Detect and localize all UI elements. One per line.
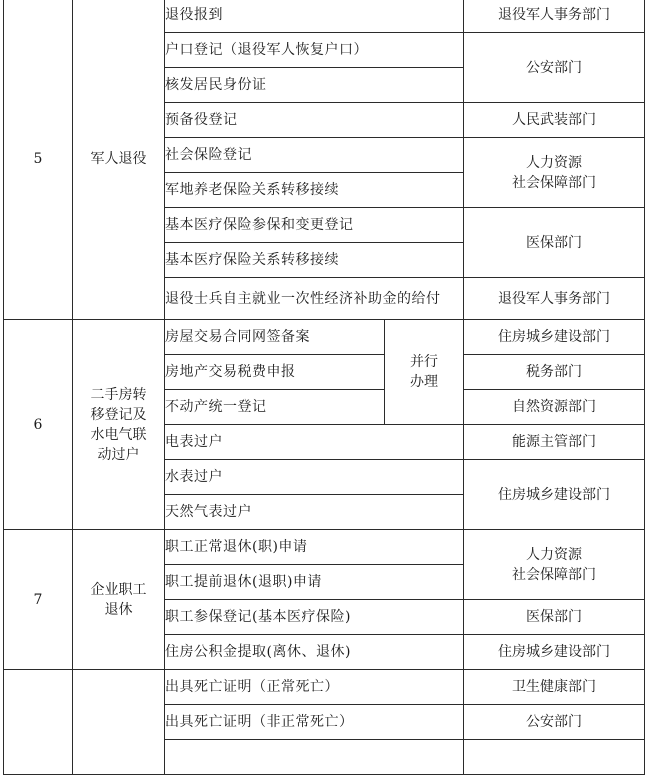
item-cell: 军地养老保险关系转移接续 bbox=[165, 173, 464, 208]
department-cell: 公安部门 bbox=[464, 33, 645, 103]
department-cell: 住房城乡建设部门 bbox=[464, 460, 645, 530]
item-cell: 不动产统一登记 bbox=[165, 390, 385, 425]
section-name bbox=[73, 670, 165, 775]
department-cell: 医保部门 bbox=[464, 208, 645, 278]
department-cell: 住房城乡建设部门 bbox=[464, 320, 645, 355]
parallel-label-line: 并行 bbox=[410, 354, 438, 370]
item-cell: 天然气表过户 bbox=[165, 495, 464, 530]
item-cell: 基本医疗保险参保和变更登记 bbox=[165, 208, 464, 243]
section-number: 7 bbox=[4, 530, 73, 670]
section-name-line: 移登记及 bbox=[90, 406, 147, 423]
section-name-line: 退休 bbox=[104, 601, 133, 618]
item-cell: 社会保险登记 bbox=[165, 138, 464, 173]
section-name bbox=[73, 530, 165, 670]
table-row bbox=[4, 670, 645, 705]
item-cell: 出具死亡证明（正常死亡） bbox=[165, 670, 464, 705]
item-cell: 基本医疗保险关系转移接续 bbox=[165, 243, 464, 278]
item-cell: 水表过户 bbox=[165, 460, 464, 495]
section-name-line: 二手房转 bbox=[90, 386, 147, 403]
department-cell bbox=[464, 138, 645, 208]
item-cell: 退役士兵自主就业一次性经济补助金的给付 bbox=[165, 278, 464, 320]
item-cell: 住房公积金提取(离休、退休) bbox=[165, 635, 464, 670]
section-number: 5 bbox=[4, 0, 73, 320]
table-row bbox=[4, 320, 645, 355]
section-number: 6 bbox=[4, 320, 73, 530]
item-cell bbox=[165, 740, 464, 775]
department-cell: 人民武装部门 bbox=[464, 103, 645, 138]
department-cell: 自然资源部门 bbox=[464, 390, 645, 425]
section-name-line: 企业职工 bbox=[90, 581, 147, 598]
department-cell: 退役军人事务部门 bbox=[464, 278, 645, 320]
department-cell: 卫生健康部门 bbox=[464, 670, 645, 705]
item-cell: 核发居民身份证 bbox=[165, 68, 464, 103]
section-name-line: 水电气联 bbox=[90, 426, 147, 443]
department-line: 社会保障部门 bbox=[512, 174, 596, 191]
department-line: 人力资源 bbox=[526, 154, 582, 171]
department-line: 社会保障部门 bbox=[512, 566, 596, 583]
table-row bbox=[4, 0, 645, 33]
item-cell: 户口登记（退役军人恢复户口） bbox=[165, 33, 464, 68]
department-cell bbox=[464, 530, 645, 600]
table-row bbox=[4, 530, 645, 565]
department-cell: 住房城乡建设部门 bbox=[464, 635, 645, 670]
item-cell: 职工提前退休(退职)申请 bbox=[165, 565, 464, 600]
section-name: 军人退役 bbox=[73, 0, 165, 320]
item-cell: 退役报到 bbox=[165, 0, 464, 33]
parallel-handling-cell bbox=[385, 320, 464, 425]
department-cell: 能源主管部门 bbox=[464, 425, 645, 460]
services-table bbox=[3, 0, 645, 775]
department-cell: 退役军人事务部门 bbox=[464, 0, 645, 33]
department-cell: 医保部门 bbox=[464, 600, 645, 635]
section-number bbox=[4, 670, 73, 775]
item-cell: 房地产交易税费申报 bbox=[165, 355, 385, 390]
department-cell bbox=[464, 740, 645, 775]
item-cell: 电表过户 bbox=[165, 425, 464, 460]
department-cell: 税务部门 bbox=[464, 355, 645, 390]
item-cell: 房屋交易合同网签备案 bbox=[165, 320, 385, 355]
department-cell: 公安部门 bbox=[464, 705, 645, 740]
section-name bbox=[73, 320, 165, 530]
item-cell: 职工正常退休(职)申请 bbox=[165, 530, 464, 565]
item-cell: 出具死亡证明（非正常死亡） bbox=[165, 705, 464, 740]
item-cell: 预备役登记 bbox=[165, 103, 464, 138]
item-cell: 职工参保登记(基本医疗保险) bbox=[165, 600, 464, 635]
parallel-label-line: 办理 bbox=[410, 374, 438, 390]
department-line: 人力资源 bbox=[526, 546, 582, 563]
section-name-line: 动过户 bbox=[97, 446, 140, 463]
